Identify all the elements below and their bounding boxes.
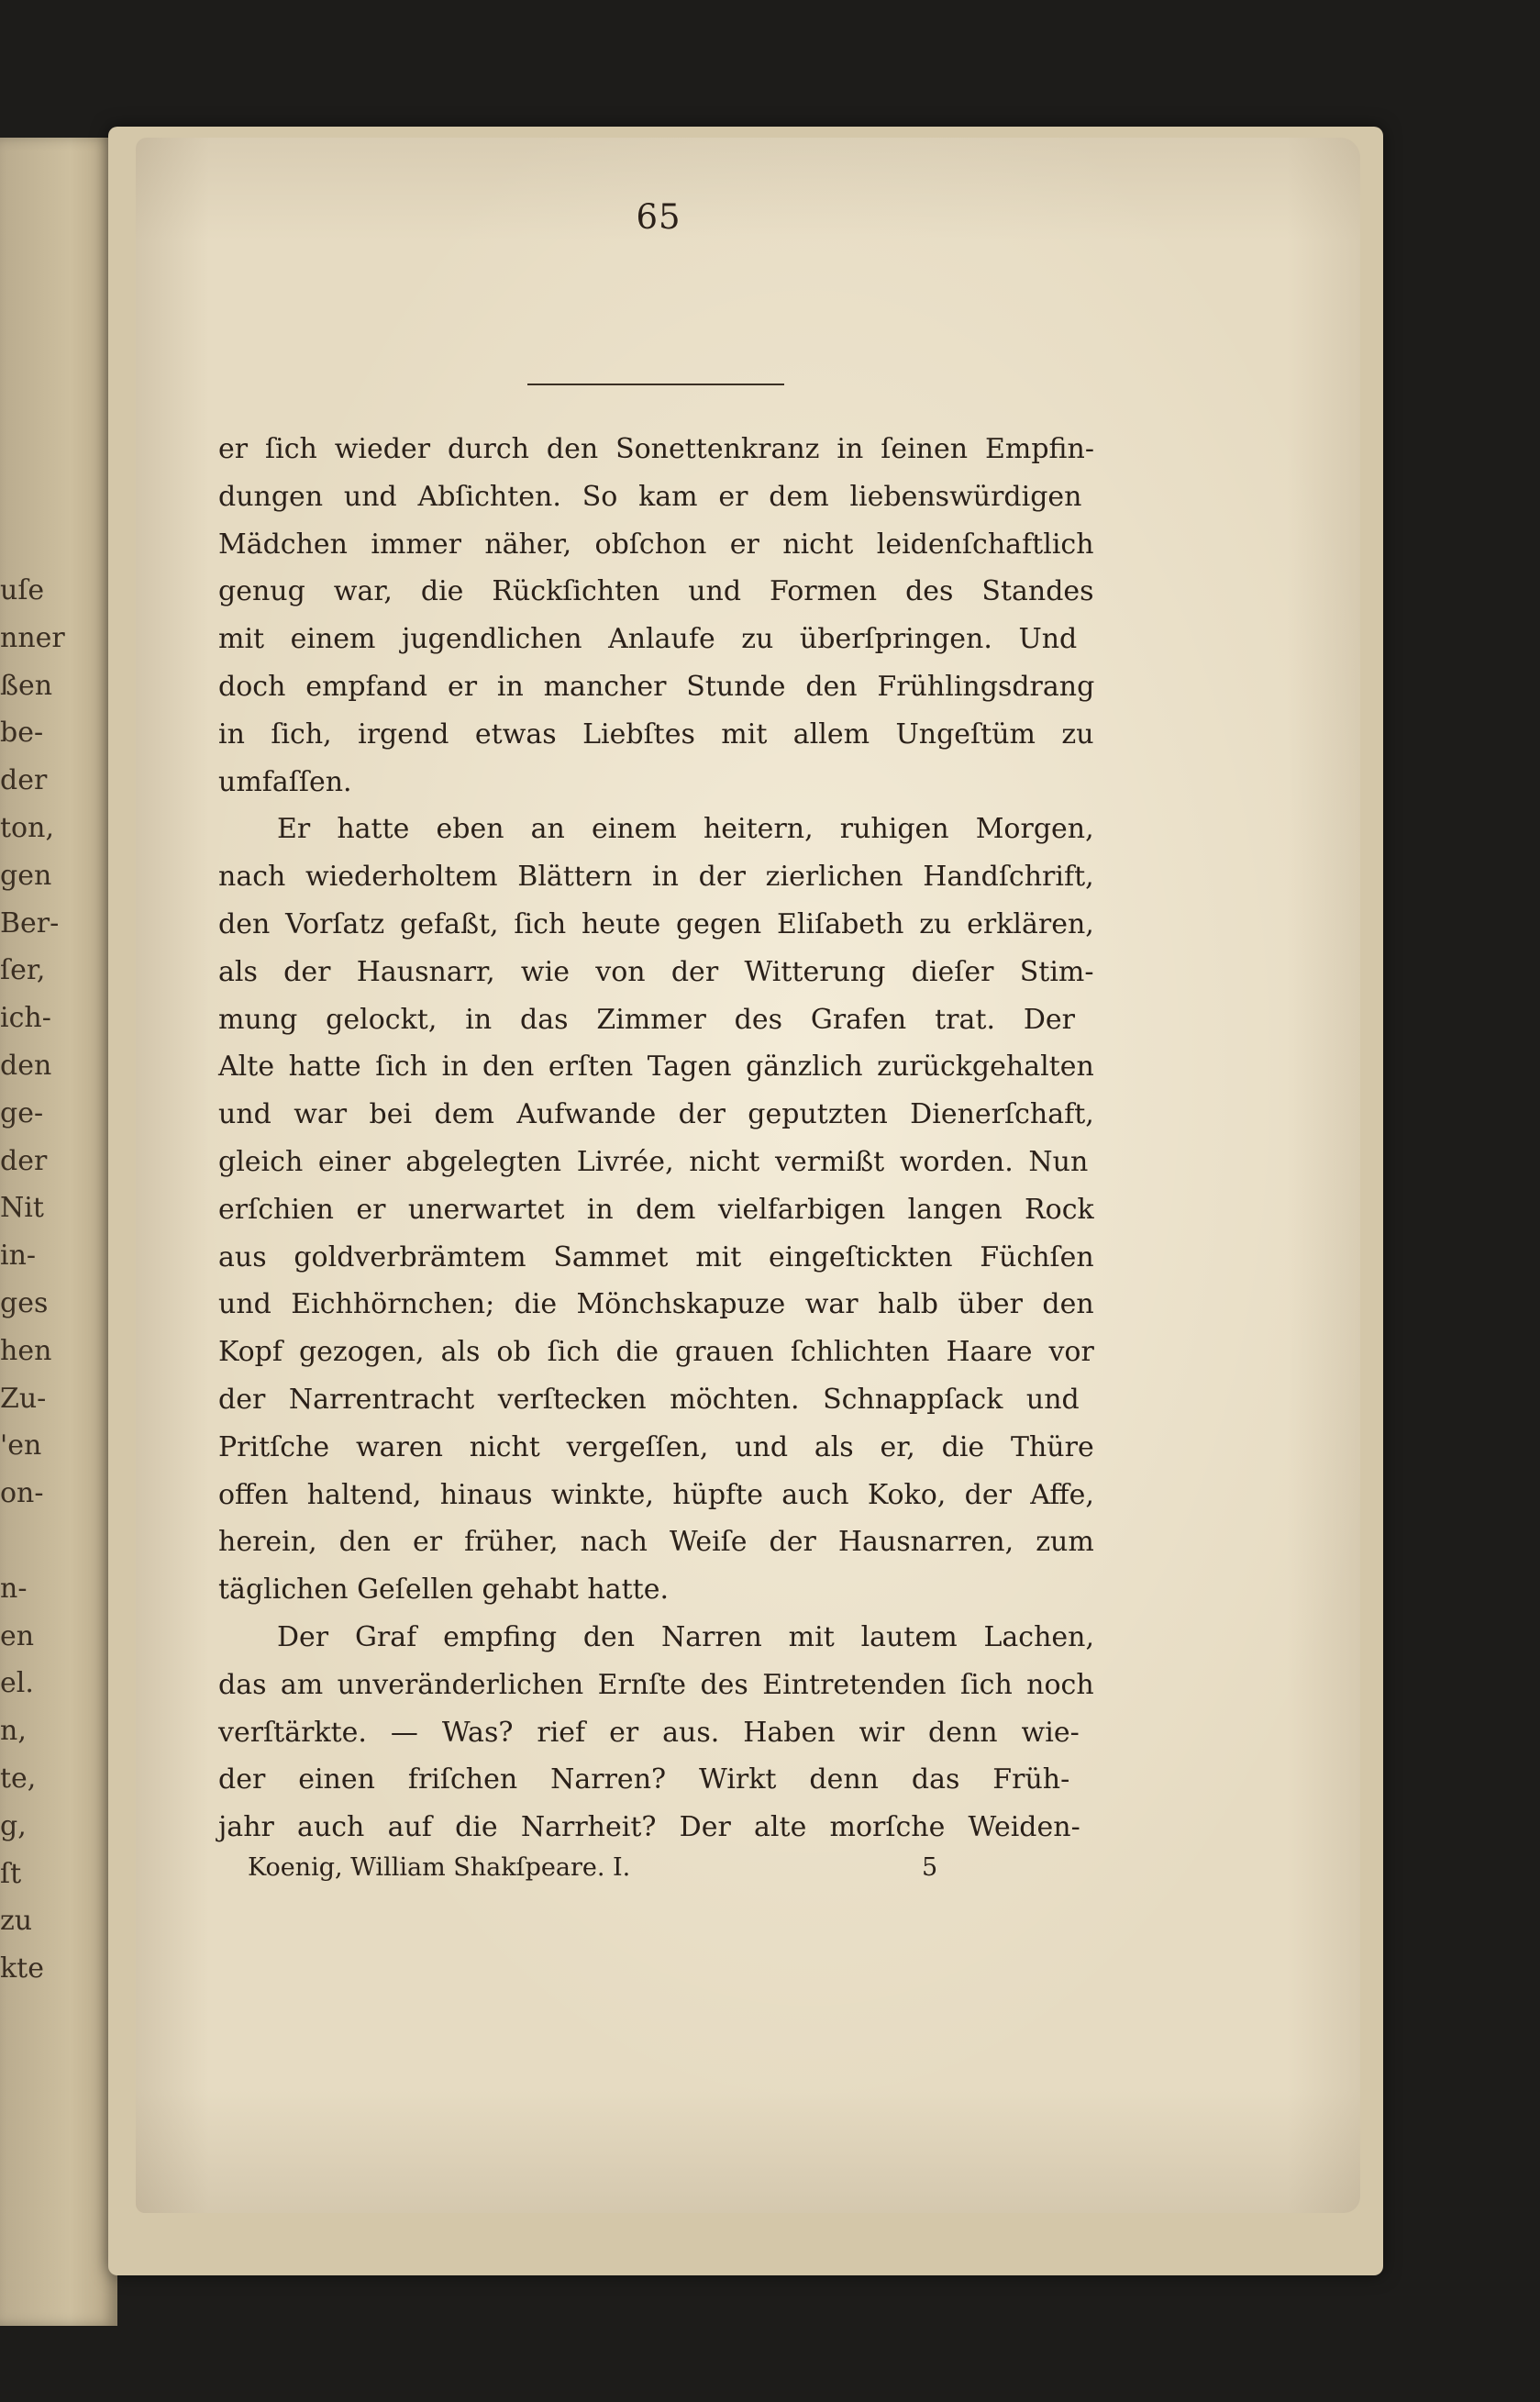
body-text	[218, 426, 1094, 1852]
left-page-fragment: hen	[0, 1334, 52, 1367]
text-line: er ſich wieder durch den Sonettenkranz in ſeinen Empfin-	[218, 433, 1094, 465]
text-line: täglichen Geſellen gehabt hatte.	[218, 1574, 670, 1607]
left-page-fragment: on-	[0, 1477, 44, 1510]
left-page-fragment: n,	[0, 1715, 27, 1748]
left-page-fragment: 'en	[0, 1429, 42, 1462]
footer	[248, 1853, 945, 1890]
left-page-fragment: kte	[0, 1952, 44, 1985]
left-page-fragment: zu	[0, 1905, 33, 1938]
text-line: jahr auch auf die Narrheit? Der alte morſche Weiden-	[218, 1811, 1080, 1844]
left-page-fragment: ges	[0, 1286, 49, 1319]
left-page-fragment: nner	[0, 621, 65, 654]
text-line: Der Graf empfing den Narren mit lautem Lachen,	[277, 1620, 1095, 1653]
left-page-fragment: be-	[0, 717, 44, 750]
text-line: Mädchen immer näher, obſchon er nicht leidenſchaftlich	[218, 528, 1094, 561]
left-page-fragment: den	[0, 1049, 52, 1082]
left-page-fragment: Nit	[0, 1192, 44, 1225]
left-page-fragment: ge-	[0, 1096, 44, 1129]
left-page-edge-text	[0, 567, 65, 1993]
left-page-fragment: Ber-	[0, 906, 60, 940]
text-line: der Narrentracht verſtecken möchten. Schnappſack und	[218, 1383, 1080, 1416]
text-line: doch empfand er in mancher Stunde den Frühlingsdrang	[218, 670, 1095, 703]
left-page-fragment: en	[0, 1619, 35, 1652]
left-page-fragment: gen	[0, 859, 52, 892]
text-line: dungen und Abſichten. So kam er dem liebenswürdigen	[218, 480, 1082, 513]
left-page-fragment: el.	[0, 1667, 34, 1700]
text-line: genug war, die Rückſichten und Formen des Standes	[218, 575, 1094, 608]
page-number: 65	[636, 197, 681, 237]
text-line: aus goldverbrämtem Sammet mit eingeſtickten Füchſen	[218, 1240, 1094, 1273]
left-page-fragment: in-	[0, 1240, 37, 1273]
text-line: und war bei dem Aufwande der geputzten Dienerſchaft,	[218, 1098, 1094, 1131]
text-line: und Eichhörnchen; die Mönchskapuze war halb über den	[218, 1288, 1094, 1321]
left-page-fragment: ſt	[0, 1857, 22, 1890]
text-line: gleich einer abgelegten Livrée, nicht vermißt worden. Nun	[218, 1145, 1089, 1178]
left-page-fragment: te,	[0, 1762, 37, 1795]
left-page-fragment: uſe	[0, 574, 45, 606]
left-page-fragment: g,	[0, 1809, 27, 1842]
text-line: in ſich, irgend etwas Liebſtes mit allem Ungeſtüm zu	[218, 717, 1094, 751]
left-page-fragment: der	[0, 764, 48, 797]
left-page-fragment: ton,	[0, 811, 54, 844]
left-page-fragment: ßen	[0, 669, 53, 702]
text-line: nach wiederholtem Blättern in der zierlichen Handſchrift,	[218, 861, 1094, 894]
text-line: erſchien er unerwartet in dem vielfarbigen langen Rock	[218, 1193, 1094, 1226]
left-page-fragment: Zu-	[0, 1382, 47, 1415]
text-line: umfaſſen.	[218, 765, 352, 798]
footer-sheet-number: 5	[922, 1853, 938, 1882]
text-line: den Vorſatz gefaßt, ſich heute gegen Eliſabeth zu erklären,	[218, 907, 1094, 940]
left-page-fragment: ſer,	[0, 954, 46, 987]
text-line: mit einem jugendlichen Anlaufe zu überſpringen. Und	[218, 623, 1078, 656]
left-page	[0, 138, 117, 2326]
text-line: Kopf gezogen, als ob ſich die grauen ſchlichten Haare vor	[218, 1336, 1094, 1369]
text-line: Pritſche waren nicht vergeſſen, und als er, die Thüre	[218, 1430, 1094, 1463]
left-page-fragment: n-	[0, 1572, 28, 1605]
text-line: mung gelockt, in das Zimmer des Grafen trat. Der	[218, 1003, 1076, 1036]
left-page-fragment	[0, 1518, 40, 1565]
text-line: herein, den er früher, nach Weiſe der Hausnarren, zum	[218, 1526, 1094, 1559]
left-page-fragment: ich-	[0, 1002, 51, 1035]
left-page-fragment: der	[0, 1144, 48, 1177]
text-line: Er hatte eben an einem heitern, ruhigen Morgen,	[277, 813, 1094, 846]
text-line: offen haltend, hinaus winkte, hüpfte auch Koko, der Affe,	[218, 1478, 1094, 1511]
text-line: verſtärkte. — Was? rief er aus. Haben wir denn wie-	[218, 1716, 1080, 1749]
text-line: das am unveränderlichen Ernſte des Eintretenden ſich noch	[218, 1668, 1094, 1701]
text-line: als der Hausnarr, wie von der Witterung dieſer Stim-	[218, 955, 1094, 988]
footer-signature: Koenig, William Shakſpeare. I.	[248, 1853, 631, 1882]
text-line: Alte hatte ſich in den erſten Tagen gänzlich zurückgehalten	[218, 1051, 1094, 1084]
text-line: der einen friſchen Narren? Wirkt denn das Früh-	[218, 1763, 1070, 1796]
header-rule	[527, 384, 784, 385]
